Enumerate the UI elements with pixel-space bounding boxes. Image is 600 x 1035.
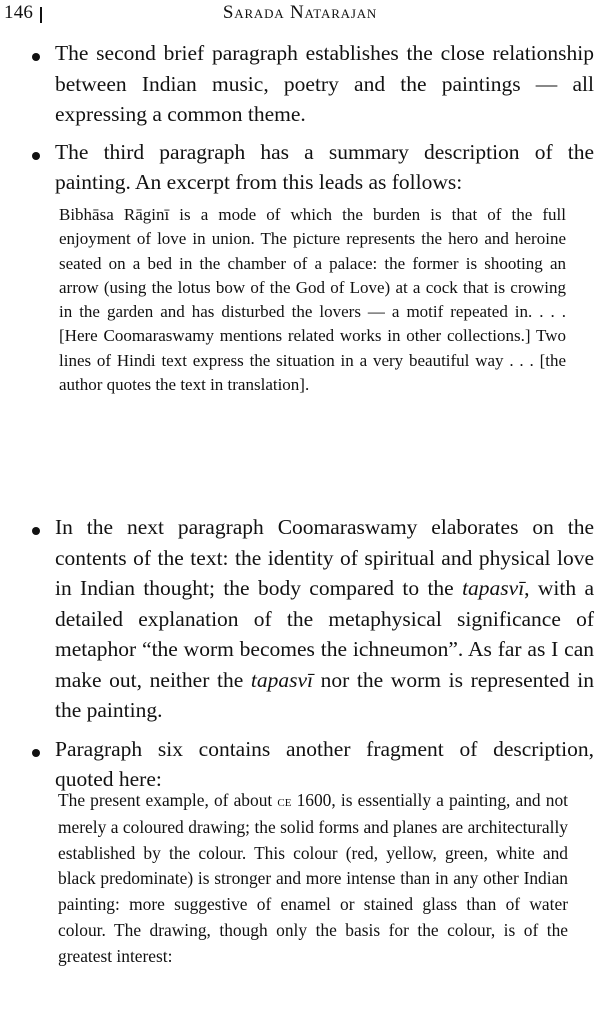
bullet-icon xyxy=(32,749,40,757)
era-abbreviation: ce xyxy=(277,793,292,810)
quote-text: 1600, is essentially a painting, and not merely a coloured drawing; the solid forms and planes are architecturally established by the colour. This colour (red, yellow, green, white and black predominate) is stronger and more intense than in any other Indian painting: more suggestive of enamel or stained glass than of water colour. The drawing, though only the basis for the colour, is of the greatest interest: xyxy=(58,790,568,966)
bullet-icon xyxy=(32,152,40,160)
list-item xyxy=(0,512,600,726)
paragraph: Paragraph six contains another fragment of description, quoted here: xyxy=(55,736,594,791)
running-title: Sarada Natarajan xyxy=(222,2,378,23)
block-quote-wrapper xyxy=(0,780,600,980)
list-item xyxy=(0,38,600,130)
quote-text: The present example, of about xyxy=(58,790,278,810)
paragraph xyxy=(55,512,594,726)
paragraph: The second brief paragraph establishes the close relationship between Indian music, poetry and the paintings — all expressing a common theme. xyxy=(55,41,594,126)
block-quote: Bibhāsa Rāginī is a mode of which the burden is that of the full enjoyment of love in union. The picture represents the hero and heroine seated on a bed in the chamber of a palace: the former is shooting an arrow (using the lotus bow of the God of Love) at a cock that is crowing in the garden and has disturbed the lovers — a motif repeated in. . . . [Here Coomaraswamy mentions related works in other collections.] Two lines of Hindi text express the situation in a very beautiful way . . . [the author quotes the text in translation]. xyxy=(59,205,566,395)
list-item xyxy=(0,137,600,198)
bullet-icon xyxy=(32,527,40,535)
bullet-icon xyxy=(32,53,40,61)
bullet-list-continued xyxy=(0,512,600,802)
italic-term: tapasvī xyxy=(462,576,525,600)
block-quote-wrapper xyxy=(0,195,600,407)
paragraph-text: nor the worm is represented in the painting. xyxy=(55,667,594,722)
bullet-list xyxy=(0,38,600,205)
running-head xyxy=(0,0,600,28)
page-number: 146 xyxy=(4,2,34,23)
italic-term: tapasvī xyxy=(250,667,313,692)
paragraph-text: , with a detailed explanation of the metaphysical significance of metaphor “the worm becomes the ichneumon”. As far as I can make out, neither the xyxy=(55,576,594,692)
paragraph: The third paragraph has a summary description of the painting. An excerpt from this leads as follows: xyxy=(55,139,594,194)
paragraph-text: In the next paragraph Coomaraswamy elaborates on the contents of the text: the identity of spiritual and physical love in Indian thought; the body compared to the xyxy=(55,515,594,600)
block-quote xyxy=(0,788,600,970)
